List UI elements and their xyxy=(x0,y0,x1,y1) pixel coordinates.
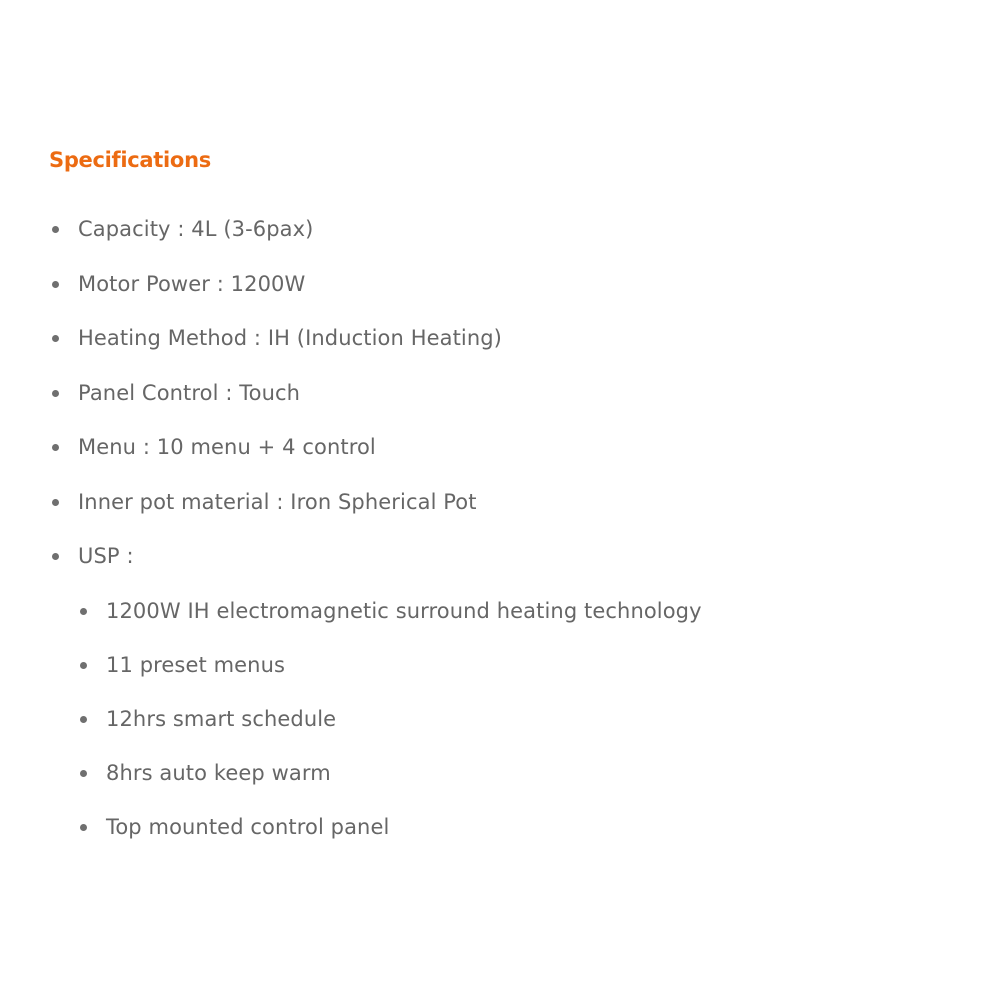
bullet-icon xyxy=(52,226,59,233)
usp-item-text: 11 preset menus xyxy=(106,652,286,677)
bullet-icon xyxy=(80,824,87,831)
usp-item-control-panel xyxy=(77,813,949,867)
spec-item-text: Panel Control : Touch xyxy=(78,380,301,405)
bullet-icon xyxy=(52,444,59,451)
specifications-heading: Specifications xyxy=(49,148,211,172)
bullet-icon xyxy=(52,553,59,560)
specifications-list xyxy=(49,215,949,597)
bullet-icon xyxy=(52,390,59,397)
bullet-icon xyxy=(80,608,87,615)
bullet-icon xyxy=(80,770,87,777)
usp-item-preset-menus xyxy=(77,651,949,705)
spec-item-motor-power xyxy=(49,270,949,325)
usp-sublist xyxy=(77,597,949,867)
spec-item-heating-method xyxy=(49,324,949,379)
spec-item-text: Motor Power : 1200W xyxy=(78,271,306,296)
spec-item-usp xyxy=(49,542,949,597)
spec-item-capacity xyxy=(49,215,949,270)
spec-item-panel-control xyxy=(49,379,949,434)
usp-item-text: Top mounted control panel xyxy=(106,814,390,839)
usp-item-text: 12hrs smart schedule xyxy=(106,706,337,731)
spec-item-text: Heating Method : IH (Induction Heating) xyxy=(78,326,502,350)
bullet-icon xyxy=(52,281,59,288)
spec-item-text: USP : xyxy=(78,544,134,568)
usp-item-heating-technology xyxy=(77,597,949,651)
spec-item-text: Capacity : 4L (3-6pax) xyxy=(78,217,314,241)
usp-item-text: 8hrs auto keep warm xyxy=(106,760,331,785)
usp-item-smart-schedule xyxy=(77,705,949,759)
spec-item-text: Menu : 10 menu + 4 control xyxy=(78,435,376,459)
usp-item-text: 1200W IH electromagnetic surround heating technology xyxy=(106,598,702,623)
bullet-icon xyxy=(52,335,59,342)
specifications-section xyxy=(49,142,949,867)
bullet-icon xyxy=(80,662,87,669)
spec-item-inner-pot xyxy=(49,488,949,543)
spec-item-text: Inner pot material : Iron Spherical Pot xyxy=(78,489,477,514)
usp-item-keep-warm xyxy=(77,759,949,813)
spec-item-menu xyxy=(49,433,949,488)
bullet-icon xyxy=(52,499,59,506)
bullet-icon xyxy=(80,716,87,723)
